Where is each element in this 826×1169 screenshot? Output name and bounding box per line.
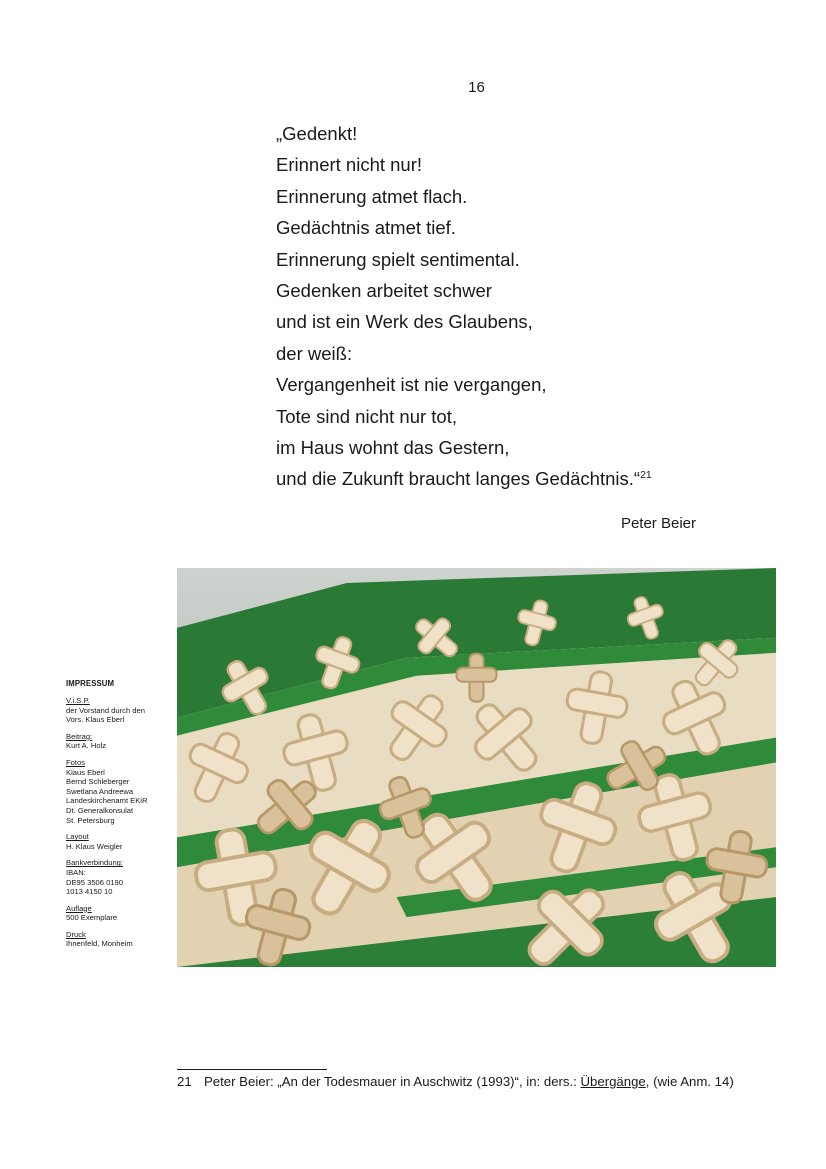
poem-line: Erinnert nicht nur! xyxy=(276,154,423,176)
footnote-book-title: Übergänge xyxy=(580,1074,646,1089)
poem-line: und die Zukunft braucht langes Gedächtnis.“$^{21}$ xyxy=(276,468,652,490)
footnote-number: 21 xyxy=(177,1074,192,1089)
impressum-section xyxy=(66,732,176,751)
poem-line: Erinnerung spielt sentimental. xyxy=(276,248,520,270)
impressum-label: Layout xyxy=(66,832,89,842)
impressum-line: der Vorstand durch den xyxy=(66,705,145,715)
photo-wooden-crosses xyxy=(177,568,776,967)
impressum-section xyxy=(66,858,176,896)
poem-line: Erinnerung atmet flach. xyxy=(276,185,468,207)
poem-line: Gedenken arbeitet schwer xyxy=(276,280,492,302)
poem-line: Tote sind nicht nur tot, xyxy=(276,405,457,427)
impressum-line: Klaus Eberl xyxy=(66,767,105,777)
poem xyxy=(276,118,652,495)
impressum-line: Bernd Schleberger xyxy=(66,777,130,787)
impressum-label: Fotos xyxy=(66,757,85,767)
impressum-label: Druck xyxy=(66,929,86,939)
impressum-line: Landeskirchenamt EKiR xyxy=(66,796,148,806)
impressum-line: DE95 3506 0190 xyxy=(66,877,124,887)
poem-line: Vergangenheit ist nie vergangen, xyxy=(276,374,547,396)
impressum-line: 500 Exemplare xyxy=(66,913,118,923)
poem-line: und ist ein Werk des Glaubens, xyxy=(276,311,533,333)
impressum-line: Dt. Generalkonsulat xyxy=(66,805,134,815)
impressum-section xyxy=(66,758,176,825)
impressum-label: V.i.S.P. xyxy=(66,696,90,705)
impressum-label: Bankverbindung: xyxy=(66,858,123,868)
impressum-line: 1013 4150 10 xyxy=(66,887,113,897)
poem-line: Gedächtnis atmet tief. xyxy=(276,217,456,239)
impressum-label: Auflage xyxy=(66,903,92,913)
impressum-line: Ihnenfeld, Monheim xyxy=(66,939,133,949)
impressum-line: Vors. Klaus Eberl xyxy=(66,715,125,725)
impressum-line: Swetlana Andreewa xyxy=(66,786,134,796)
poem-author: Peter Beier xyxy=(620,515,696,532)
poem-line: der weiß: xyxy=(276,342,353,364)
impressum-line: Kurt A. Holz xyxy=(66,741,107,751)
impressum-section xyxy=(66,832,176,851)
impressum-line: IBAN: xyxy=(66,867,86,877)
impressum xyxy=(66,679,176,956)
photo-illustration xyxy=(177,568,776,967)
impressum-section xyxy=(66,696,176,725)
impressum-section xyxy=(66,904,176,923)
impressum-title: IMPRESSUM xyxy=(66,679,115,688)
impressum-line: H. Klaus Weigler xyxy=(66,841,123,851)
footnote xyxy=(177,1074,734,1089)
poem-line: „Gedenkt! xyxy=(276,123,358,144)
poem-line: im Haus wohnt das Gestern, xyxy=(276,437,510,459)
impressum-section xyxy=(66,930,176,949)
impressum-line: St. Petersburg xyxy=(66,815,115,825)
footnote-text: Peter Beier: „An der Todesmauer in Auschwitz (1993)“, in: ders.: xyxy=(204,1074,581,1089)
page-number: 16 xyxy=(468,79,485,96)
impressum-label: Beitrag: xyxy=(66,731,93,741)
footnote-divider xyxy=(177,1069,327,1070)
footnote-text-end: , (wie Anm. 14) xyxy=(645,1074,734,1089)
footnote-reference[interactable]: 21 xyxy=(640,469,652,482)
